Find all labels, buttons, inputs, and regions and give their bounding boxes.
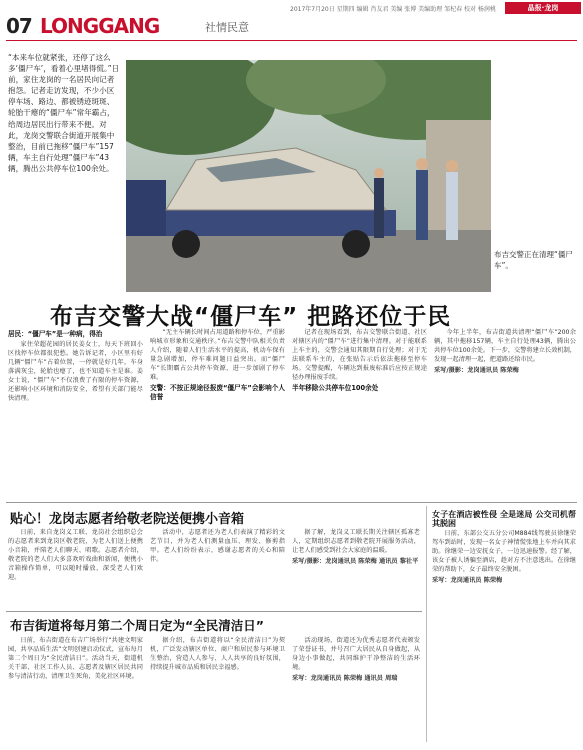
article1-subhead-2: 交警：不按正规途径报废“僵尸车”会影响个人信誉: [150, 384, 285, 401]
article1-text-4: 今年上半年，布吉街道共清理“僵尸车”200余辆，其中拖移157辆，车主自行处理43辆，腾出公共停车位100余处。下一步，交警将建立长效机制，发现一起清理一起，把道路还给市民。: [434, 329, 576, 363]
article2-column-1: [8, 528, 143, 610]
brand-title: LONGGANG: [40, 14, 160, 38]
article1-column-4: [434, 328, 576, 498]
article3-text-2: 据介绍，布吉街道将以“全民清洁日”为契机，广泛发动辖区单位、商户和居民参与环境卫生整治，营造人人参与、人人共享的良好氛围，持续提升城市品质和居民幸福感。: [150, 637, 285, 671]
article2-byline: 采写/摄影：龙岗通讯员 陈荣梅 通讯员 黎社平: [292, 558, 419, 565]
article1-byline: 采写/摄影：龙岗通讯员 陈荣梅: [434, 367, 519, 374]
article1-subhead-1: 居民：“僵尸车”是一种病，得治: [8, 330, 103, 338]
news-photo: [126, 60, 491, 292]
column-divider: [426, 506, 427, 742]
article1-column-1: [8, 328, 143, 498]
section-divider-1: [6, 502, 577, 503]
article1-subhead-3: 半年移除公共停车位100余处: [292, 384, 379, 392]
article2-text-3: 据了解，龙岗义工联长期关注辖区孤寡老人，定期组织志愿者到敬老院开展服务活动，让老人们感受到社会大家庭的温暖。: [292, 529, 420, 554]
photo-caption: 布吉交警正在清理“僵尸车”。: [494, 250, 573, 270]
article3-column-2: [150, 636, 285, 744]
page-number: 07: [6, 14, 32, 38]
article3-text-3: 活动现场，街道还为优秀志愿者代表颁发了荣誉证书，并号召广大居民从自身做起，从身边小事做起，共同维护干净整洁的生活环境。: [292, 637, 420, 671]
article3-column-3: [292, 636, 420, 744]
main-headline: 布吉交警大战“僵尸车” 把路还位于民: [50, 304, 452, 330]
article1-text-2: “无主车辆长时间占用道路和停车位，严重影响城市形象和交通秩序。”布吉交警中队相关负责人介绍，随着人们生活水平的提高，机动车保有量急剧增加，停车难问题日益突出。而“僵尸车”长期霸占公共停车资源，进一步加剧了停车难。: [150, 329, 285, 381]
newspaper-logo: 晶报·龙岗: [505, 2, 581, 14]
article3-text-1: 日前，布吉街道在布吉广场举行“共建文明家园，共享品质生活”文明创建启动仪式，宣布每月第二个周日为“全民清洁日”。活动当天，街道机关干部、社区工作人员、志愿者及辖区居民共同参与清洁行动，清理卫生死角，美化社区环境。: [8, 637, 143, 680]
sidebar-text: 日前，东部公交五分公司M884线驾驶员徐继荣驾车到站时，发现一名女子神情慌张地上车并向其求助。徐继荣一边安抚女子，一边迅速报警。经了解，该女子被人诱骗至酒店，趁对方不注意逃出。在徐继荣的帮助下，女子最终安全脱困。: [432, 530, 576, 573]
article2-text-2: 活动中，志愿者还为老人们表演了精彩的文艺节目，并为老人们测量血压、理发、修剪指甲。老人们纷纷表示，感谢志愿者的关心和陪伴。: [150, 529, 285, 563]
photo-illustration: [126, 60, 491, 292]
section-divider-2: [6, 611, 422, 612]
article1-text-3: 记者在现场看到，布吉交警联合街道、社区对辖区内的“僵尸车”进行集中清理。对于能联系上车主的，交警会通知其限期自行处理；对于无法联系车主的，在张贴告示后依法拖移至停车场。交警提醒，车辆达到报废标准后应按正规途径办理报废手续。: [292, 329, 427, 381]
article3-column-1: [8, 636, 143, 744]
article2-column-2: [150, 528, 285, 610]
dateline: 2017年7月20日 星期四 编辑 肖友君 美编 张博 美编助理 邹杞春 校对 杨润桃: [290, 6, 496, 13]
headline-3: 布吉街道将每月第二个周日定为“全民清洁日”: [10, 618, 264, 633]
headline-2: 贴心！龙岗志愿者给敬老院送便携小音箱: [10, 512, 245, 527]
article1-column-3: [292, 328, 427, 498]
section-name: 社情民意: [205, 21, 249, 34]
article2-column-3: [292, 528, 420, 610]
sidebar-byline: 采写：龙岗通讯员 陈荣梅: [432, 577, 503, 584]
article1-column-2: [150, 328, 285, 498]
header-divider: [6, 40, 577, 41]
article1-text-1: 家住荣超花园的居民姜女士，每天下班回小区找停车位都很犯愁。她告诉记者，小区里有好几辆“僵尸车”占着位置，一停就是好几年，车身落满灰尘，轮胎也瘪了，也不知道车主是谁。姜女士说，“僵尸车”不仅浪费了有限的停车资源，还影响小区环境和消防安全，希望有关部门能尽快清理。: [8, 341, 143, 402]
article2-text-1: 日前，来自龙岗义工联、龙岗社会组织总会的志愿者来到龙岗区敬老院，为老人们送上便携小音箱，并陪老人们聊天、唱歌。志愿者介绍，敬老院的老人们大多喜欢听戏曲和新闻，便携小音箱操作简单，可以随时播放，深受老人们欢迎。: [8, 529, 143, 581]
sidebar-article: [432, 508, 576, 744]
article3-byline: 采写：龙岗通讯员 陈荣梅 通讯员 周瑞: [292, 675, 398, 682]
lead-paragraph: “本来车位就紧张，还停了这么多‘僵尸车’，看着心里堵得慌。”日前，家住龙岗的一名居民向记者抱怨。记者走访发现，不少小区停车场、路边、都被锈迹斑斑、轮胎干瘪的“僵尸车”常年霸占，给周边居民出行带来不便。对此，龙岗交警联合街道开展集中整治，目前已拖移“僵尸车”157辆，车主自行处理“僵尸车”43辆，腾出公共停车位100余处。: [8, 53, 120, 173]
sidebar-headline: 女子在酒店被性侵 全是迷局 公交司机帮其脱困: [432, 510, 576, 528]
